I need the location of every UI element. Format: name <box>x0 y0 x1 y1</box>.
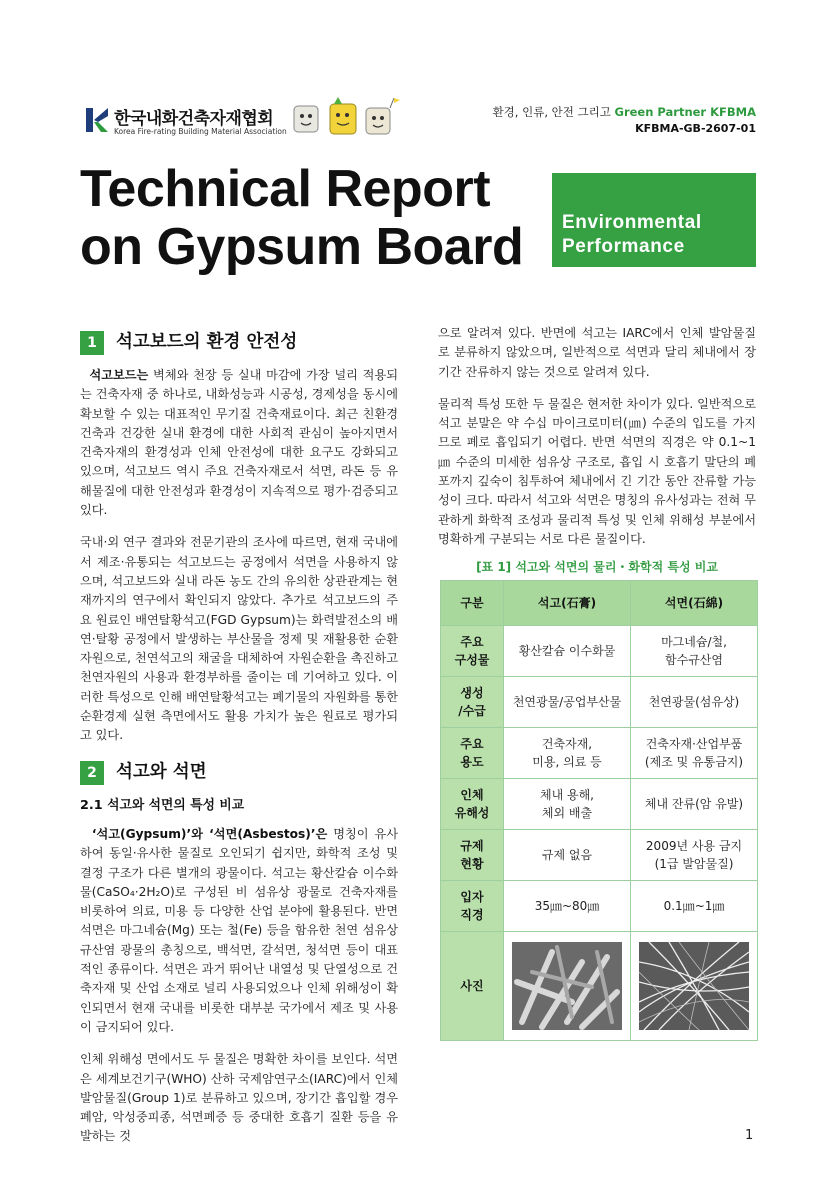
left-column <box>80 330 398 1160</box>
section2-subheading: 2.1 석고와 석면의 특성 비교 <box>80 797 245 813</box>
report-title-line2: on Gypsum Board <box>80 218 524 276</box>
table-row <box>441 779 758 830</box>
table-header-gypsum: 석고(石膏) <box>504 581 631 626</box>
table-row <box>441 830 758 881</box>
cell-gypsum-composition: 황산칼슘 이수화물 <box>504 626 631 677</box>
table-row <box>441 626 758 677</box>
cell-asbestos-regulation: 2009년 사용 금지 (1급 발암물질) <box>631 830 758 881</box>
tagline-green-partner: Green Partner KFBMA <box>614 105 756 119</box>
tagline-prefix: 환경, 인류, 안전 그리고 <box>492 105 615 119</box>
association-logo <box>86 104 287 140</box>
cell-gypsum-particle-size: 35㎛~80㎛ <box>504 881 631 932</box>
section2-paragraph3: 으로 알려져 있다. 반면에 석고는 IARC에서 인체 발암물질로 분류하지 않았으며, 일반적으로 석면과 달리 체내에서 장기간 잔류하지 않는 것으로 알려져 있다. <box>438 326 756 379</box>
cell-asbestos-particle-size: 0.1㎛~1㎛ <box>631 881 758 932</box>
row-head-usage: 주요 용도 <box>441 728 504 779</box>
document-number: KFBMA-GB-2607-01 <box>635 122 756 135</box>
right-column <box>438 324 756 562</box>
section1-paragraph1-lead: 석고보드는 <box>89 368 149 382</box>
cell-asbestos-composition: 마그네슘/철, 함수규산염 <box>631 626 758 677</box>
cell-gypsum-regulation: 규제 없음 <box>504 830 631 881</box>
cell-gypsum-usage: 건축자재, 미용, 의료 등 <box>504 728 631 779</box>
row-head-composition: 주요 구성물 <box>441 626 504 677</box>
section1-paragraph1-body: 벽체와 천장 등 실내 마감에 가장 널리 적용되는 건축자재 중 하나로, 내화성능과 시공성, 경제성을 동시에 확보할 수 있는 대표적인 무기질 건축재료이다. 최근 친환경 건축과 건강한 실내 환경에 대한 사회적 관심이 높아지면서 건축자재의 환경성과 인체 안전성에 대한 요구도 강화되고 있으며, 석고보드 역시 주요 건축자재로서 석면, 라돈 등 유해물질에 대한 안전성과 환경성이 지속적으로 평가·검증되고 있다. <box>80 368 398 518</box>
section2-title: 석고와 석면 <box>116 761 207 782</box>
section1-heading <box>80 330 398 356</box>
cell-gypsum-hazard: 체내 용해, 체외 배출 <box>504 779 631 830</box>
environmental-performance-badge <box>552 173 756 267</box>
row-head-particle-size: 입자 직경 <box>441 881 504 932</box>
section2-paragraph2: 인체 위해성 면에서도 두 물질은 명확한 차이를 보인다. 석면은 세계보건기구(WHO) 산하 국제암연구소(IARC)에서 인체 발암물질(Group 1)로 분류하고 있으며, 장기간 흡입할 경우 폐암, 악성중피종, 석면폐증 등 중대한 호흡기 질환 등을 유발하는 것 <box>80 1052 398 1144</box>
table-row <box>441 728 758 779</box>
cell-gypsum-origin: 천연광물/공업부산물 <box>504 677 631 728</box>
section2-paragraph1-body: 명칭이 유사하여 동일·유사한 물질로 오인되기 쉽지만, 화학적 조성 및 결정 구조가 다른 별개의 광물이다. 석고는 황산칼슘 이수화물(CaSO₄·2H₂O)로 구성된 비 섬유상 광물로 건축자재를 비롯하여 의료, 미용 등 다양한 산업 분야에 활용된다. 반면 석면은 마그네슘(Mg) 또는 철(Fe) 등을 함유한 천연 섬유상 규산염 광물의 총칭으로, 백석면, 갈석면, 청석면 등이 대표적인 종류이다. 석면은 과거 뛰어난 내열성 및 단열성으로 건축자재 및 산업 소재로 널리 사용되었으나 인체 위해성이 확인되면서 현재 국내를 비롯한 대부분 국가에서 제조 및 사용이 금지되어 있다. <box>80 826 398 1034</box>
table-row <box>441 881 758 932</box>
cell-asbestos-usage: 건축자재·산업부품 (제조 및 유통금지) <box>631 728 758 779</box>
table-caption: [표 1] 석고와 석면의 물리・화학적 특성 비교 <box>476 560 718 574</box>
section1-number: 1 <box>80 331 104 355</box>
section1-paragraph2: 국내·외 연구 결과와 전문기관의 조사에 따르면, 현재 국내에서 제조·유통되는 석고보드는 공정에서 석면을 사용하지 않으며, 석고보드와 실내 라돈 농도 간의 유의한 상관관계는 현재까지의 연구에서 확인되지 않았다. 추가로 석고보드의 주요 원료인 배연탈황석고(FGD Gypsum)는 화력발전소의 배연·탈황 공정에서 발생하는 부산물을 정제 및 재활용한 순환자원으로, 천연석고의 채굴을 대체하여 자원순환을 촉진하고 천연자원의 사용과 환경부하를 줄이는 데 기여하고 있다. 이러한 특성으로 인해 배연탈황석고는 폐기물의 자원화를 통한 순환경제 실현 측면에서도 활용 가치가 높은 원료로 평가되고 있다. <box>80 535 398 743</box>
report-title-line1: Technical Report <box>80 160 491 218</box>
table-header-row <box>441 581 758 626</box>
section1-paragraph1 <box>80 366 398 520</box>
kfbma-logo-icon <box>86 106 110 134</box>
row-head-hazard: 인체 유해성 <box>441 779 504 830</box>
table-row <box>441 677 758 728</box>
page-number: 1 <box>745 1128 754 1143</box>
row-head-photo: 사진 <box>441 932 504 1041</box>
row-head-origin: 생성 /수급 <box>441 677 504 728</box>
gypsum-crystal-micrograph-icon <box>512 942 622 1030</box>
cell-asbestos-origin: 천연광물(섬유상) <box>631 677 758 728</box>
tagline <box>490 104 756 120</box>
cell-gypsum-photo <box>504 932 631 1041</box>
logo-english-name: Korea Fire-rating Building Material Association <box>114 127 287 136</box>
report-title <box>80 160 550 276</box>
table-header-asbestos: 석면(石綿) <box>631 581 758 626</box>
section1-title: 석고보드의 환경 안전성 <box>116 332 298 353</box>
comparison-table <box>440 580 758 1041</box>
logo-korean-name: 한국내화건축자재협회 <box>114 109 274 129</box>
section2-paragraph4: 물리적 특성 또한 두 물질은 현저한 차이가 있다. 일반적으로 석고 분말은 약 수십 마이크로미터(㎛) 수준의 입도를 가지므로 폐로 흡입되기 어렵다. 반면 석면의 직경은 약 0.1~1㎛ 수준의 미세한 섬유상 구조로, 흡입 시 호흡기 말단의 폐포까지 깊숙이 침투하여 체내에서 긴 기간 동안 잔류할 가능성이 크다. 따라서 석고와 석면은 명칭의 유사성과는 전혀 무관하게 화학적 조성과 물리적 특성 및 인체 위해성 부분에서 명확하게 구분되는 서로 다른 물질이다. <box>438 396 756 546</box>
section2-paragraph1 <box>80 825 398 1037</box>
row-head-regulation: 규제 현황 <box>441 830 504 881</box>
mascot-characters-icon <box>290 96 400 142</box>
section2-number: 2 <box>80 761 104 785</box>
table-row-photo <box>441 932 758 1041</box>
badge-line2: Performance <box>562 236 685 257</box>
table-header-category: 구분 <box>441 581 504 626</box>
section2-paragraph1-lead: ‘석고(Gypsum)’와 ‘석면(Asbestos)’은 <box>91 826 328 841</box>
cell-asbestos-photo <box>631 932 758 1041</box>
cell-asbestos-hazard: 체내 잔류(암 유발) <box>631 779 758 830</box>
section2-heading <box>80 760 398 786</box>
asbestos-fiber-micrograph-icon <box>639 942 749 1030</box>
badge-line1: Environmental <box>562 212 702 233</box>
